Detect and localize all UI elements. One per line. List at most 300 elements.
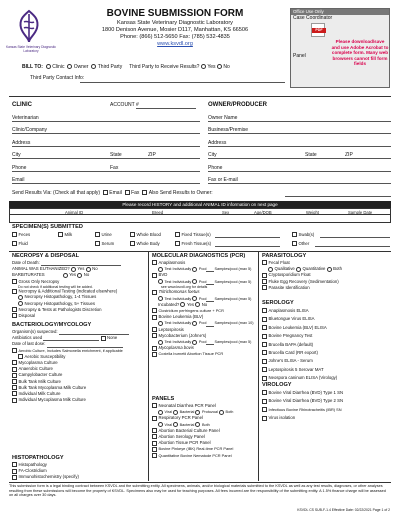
respiratory-both-label: Both: [201, 422, 210, 427]
fecal-float-label: Fecal Float: [268, 260, 290, 265]
anaplasmosis-individual-radio[interactable]: [158, 267, 163, 272]
johnes-elisa-row: [262, 357, 390, 365]
bvd2-row: [262, 397, 390, 405]
sero-anaplasmosis-row: [262, 307, 390, 315]
lab-name: Kansas State Veterinary Diagnostic Laboratory: [117, 20, 233, 26]
molecular-title: MOLECULAR DIAGNOSTICS (PCR): [152, 253, 246, 259]
disposal-checkbox[interactable]: [12, 313, 17, 318]
brucella-bapa-checkbox[interactable]: [262, 342, 267, 347]
qualitative-label: Qualitative: [274, 266, 295, 272]
barbiturates-no-label: No: [83, 272, 90, 278]
ibr-checkbox[interactable]: [262, 407, 267, 412]
download-note: Please download/save and use Adobe Acrobat to complete form. Many web browsers cannot fill form fields: [331, 39, 389, 67]
bulk-tank-label: Bulk Tank Milk Culture: [18, 378, 61, 384]
histo-5-plus-radio[interactable]: [18, 301, 23, 306]
antibiotics-none-label: None: [107, 335, 118, 341]
bvd-details-link[interactable]: see www.ksvdl.org for details: [161, 284, 208, 289]
bluetongue-checkbox[interactable]: [262, 317, 267, 322]
brucella-card-row: [262, 349, 390, 357]
clinic-email-field[interactable]: [12, 183, 200, 184]
date-of-death-label: Date of Death:: [12, 260, 40, 265]
milk-label: Milk: [64, 232, 73, 237]
bvd1-checkbox[interactable]: [262, 390, 267, 395]
individual-myco-milk-row: [12, 397, 146, 403]
aerobic-susceptibility-label: Aerobic Susceptibility: [24, 353, 66, 359]
ihc-row: [12, 474, 146, 480]
anaplasmosis-pool-max: Samples/pool (max 5): [214, 267, 252, 272]
bvd1-label: Bovine Viral Diarrhea (BVD) Type 1 SN: [268, 390, 344, 395]
lab-url[interactable]: www.ksvdl.org: [157, 41, 193, 47]
euthanized-no-radio[interactable]: [86, 267, 91, 272]
third-party-no-radio[interactable]: [217, 64, 222, 69]
clinic-address-label: Address: [12, 140, 31, 146]
divider: [9, 96, 391, 97]
bill-owner-label: Owner: [73, 63, 89, 70]
owner-city-label: City: [208, 152, 217, 158]
clinic-email-label: Email: [12, 177, 25, 183]
vet-field[interactable]: [12, 121, 200, 122]
aerobic-culture-checkbox[interactable]: [12, 348, 17, 353]
trich-pool-radio[interactable]: [192, 296, 197, 301]
ibr-label: Infectious Bovine Rhinotracheitis (IBR) SN: [268, 406, 342, 412]
urine-label: Urine: [101, 232, 112, 237]
neonatal-bacterial-label: Bacterial: [179, 410, 195, 415]
neospora-label: Neospora caninum ELISA (Virology): [268, 375, 338, 381]
whole-blood-label: Whole Blood: [136, 232, 161, 237]
pregnancy-checkbox[interactable]: [262, 334, 267, 339]
whole-body-label: Whole Body: [136, 241, 160, 246]
neonatal-bacterial-radio[interactable]: [173, 410, 178, 415]
virus-isolation-label: Virus isolation: [268, 415, 296, 421]
neonatal-both-label: Both: [225, 410, 234, 415]
swab-label: Swab(s): [298, 232, 315, 237]
urine-checkbox[interactable]: [95, 232, 100, 237]
parasitology-title: PARASITOLOGY: [262, 253, 307, 259]
incubated-no-radio[interactable]: [195, 302, 200, 307]
neonatal-protozoal-label: Protozoal: [201, 410, 218, 415]
account-label: ACCOUNT #: [110, 102, 139, 108]
blv-pool-max: Samples/pool (max 10): [214, 321, 254, 326]
clinic-company-label: Clinic/Company: [12, 127, 48, 133]
histo-1-4-label: Necropsy Histopathology, 1-4 Tissues: [24, 294, 97, 300]
fixed-tissue-item: [175, 232, 211, 238]
clinic-phone-field[interactable]: [12, 171, 200, 172]
clostridium-label: Clostridium perfringens culture + PCR: [158, 308, 224, 314]
lab-address: 1800 Denison Avenue, Mosier D117, Manhattan, KS 66506: [101, 27, 249, 33]
bvd-options: [152, 279, 256, 285]
ihc-label: Immunohistochemistry (specify): [18, 474, 79, 480]
euthanized-yes-radio[interactable]: [71, 267, 76, 272]
fresh-tissue-checkbox[interactable]: [175, 241, 180, 246]
bvd-individual-label: Test Individually: [164, 279, 192, 284]
third-party-yes-label: Yes: [207, 63, 216, 70]
parasite-id-row: [262, 285, 390, 291]
histopathology-title: HISTOPATHOLOGY: [12, 455, 64, 461]
respiratory-bacterial-radio[interactable]: [173, 422, 178, 427]
virology-section: [262, 382, 390, 423]
euthanized-label: ANIMAL WAS EUTHANIZED?: [12, 266, 70, 272]
bvd-individual-radio[interactable]: [158, 279, 163, 284]
abortion-sero-checkbox[interactable]: [152, 434, 157, 439]
case-coordinator-label: Case Coordinator: [293, 15, 333, 21]
johnes-elisa-label: Johne's ELISA - Serum: [268, 358, 313, 364]
antibiotics-label: Antibiotics used: [12, 335, 43, 341]
abortion-pcr-checkbox[interactable]: [152, 441, 157, 446]
animal-info-bar: Please record HISTORY and additional ANIMAL ID information on next page: [9, 201, 391, 208]
other-label: Other: [298, 241, 310, 246]
respiratory-viral-label: Viral: [164, 422, 173, 427]
abortion-bact-label: Abortion Bacterial Culture Panel: [158, 427, 220, 433]
respiratory-both-radio[interactable]: [195, 422, 200, 427]
office-use-label: Office Use Only: [291, 9, 389, 15]
pdf-icon: [311, 23, 325, 37]
trich-individual-label: Test Individually: [164, 296, 192, 301]
trich-individual-radio[interactable]: [158, 296, 163, 301]
owner-name-field[interactable]: [208, 121, 391, 122]
neospora-checkbox[interactable]: [262, 376, 267, 381]
bluetongue-row: [262, 315, 390, 323]
myco-bovis-checkbox[interactable]: [152, 346, 157, 351]
neonatal-both-radio[interactable]: [219, 410, 224, 415]
owner-phone-field[interactable]: [208, 171, 391, 172]
footer-form-id: KSVDL CS SUB-F-1.4 Effective Date: 02/22/2021 Page 1 of 2: [297, 508, 390, 512]
johnes-checkbox[interactable]: [152, 333, 157, 338]
business-label: Business/Premise: [208, 127, 249, 133]
logo-text: Kansas State Veterinary Diagnostic Laboratory: [6, 45, 56, 53]
individual-milk-checkbox[interactable]: [12, 391, 17, 396]
antibiotics-none-checkbox[interactable]: [101, 336, 106, 341]
owner-address-label: Address: [208, 140, 227, 146]
histo-5-plus-label: Necropsy Histopathology, 5+ Tissues: [24, 300, 95, 306]
owner-fax-email-field[interactable]: [208, 183, 391, 184]
blv-checkbox[interactable]: [152, 315, 157, 320]
myco-bovis-label: Mycoplasma bovis: [158, 345, 194, 351]
campylobacter-checkbox[interactable]: [12, 373, 17, 378]
disposal-row: [12, 313, 146, 319]
johnes-pool-max: Samples/pool (max 5): [214, 340, 252, 345]
specimens-row-1: [12, 232, 30, 238]
milk-item: [58, 232, 72, 238]
mycoplasma-culture-checkbox[interactable]: [12, 360, 17, 365]
bvd2-checkbox[interactable]: [262, 399, 267, 404]
sero-anaplasmosis-checkbox[interactable]: [262, 308, 267, 313]
vet-label: Veterinarian: [12, 115, 39, 121]
send-results-label: Send Results Via: (Check all that apply): [12, 189, 101, 196]
send-email-checkbox[interactable]: [103, 190, 108, 195]
bill-third-party-radio[interactable]: [91, 64, 96, 69]
blv-pool-radio[interactable]: [192, 321, 197, 326]
histopathology-section: [12, 455, 146, 481]
clinic-city-field[interactable]: [12, 158, 200, 159]
bvd2-label: Bovine Viral Diarrhea (BVD) Type 2 SN: [268, 398, 344, 404]
third-party-yes-radio[interactable]: [201, 64, 206, 69]
col-weight: Weight: [306, 209, 319, 215]
col-animal-id: Animal ID: [65, 209, 84, 215]
col-age-dob: Age/DOB: [254, 209, 272, 215]
whole-body-item: [130, 241, 160, 247]
fecal-both-label: Both: [333, 266, 342, 272]
fixed-tissue-label: Fixed Tissue(s): [181, 232, 211, 237]
abortion-bact-checkbox[interactable]: [152, 428, 157, 433]
mycoplasma-culture-label: Mycoplasma Culture: [18, 360, 58, 366]
necropsy-section: [12, 253, 146, 319]
logo-icon: [10, 8, 48, 46]
swab-checkbox[interactable]: [292, 232, 297, 237]
swab-field[interactable]: [320, 237, 390, 238]
anaplasmosis-pool-radio[interactable]: [192, 267, 197, 272]
clinic-address-field[interactable]: [12, 146, 200, 147]
histopathology-label: Histopathology: [18, 462, 47, 467]
fluid-item: [12, 241, 28, 247]
coxiella-row: [152, 351, 256, 357]
fa-clostridium-label: FA-Clostridium: [18, 468, 47, 474]
clinic-city-label: City: [12, 152, 21, 158]
panels-section: [152, 396, 256, 459]
column-divider-1: [148, 251, 149, 481]
pdf-badge: PDF: [312, 28, 326, 33]
footer-divider: [9, 482, 391, 483]
respiratory-viral-radio[interactable]: [158, 422, 163, 427]
feces-checkbox[interactable]: [12, 232, 17, 237]
trich-pool-label: Pool: [198, 296, 207, 301]
campylobacter-label: Campylobacter Culture: [18, 372, 63, 378]
organism-label: Organism(s) suspected:: [12, 329, 58, 334]
anaplasmosis-pool-label: Pool: [198, 267, 207, 272]
other-field[interactable]: [315, 246, 390, 247]
respiratory-bacterial-label: Bacterial: [179, 422, 195, 427]
bvd-pool-label: Pool: [198, 279, 207, 284]
owner-name-label: Owner Name: [208, 115, 238, 121]
nematode-checkbox[interactable]: [152, 453, 157, 458]
blv-pool-label: Pool: [198, 321, 207, 326]
fluid-label: Fluid: [18, 241, 28, 246]
trich-checkbox[interactable]: [152, 290, 157, 295]
bacteriology-title: BACTERIOLOGY/MYCOLOGY: [12, 322, 92, 328]
send-owner-field[interactable]: [285, 196, 391, 197]
virology-title: VIROLOGY: [262, 382, 292, 388]
third-party-contact-field[interactable]: [80, 82, 285, 83]
fluke-checkbox[interactable]: [262, 279, 267, 284]
fluke-label: Fluke Egg Recovery (Sedimentation): [268, 278, 339, 284]
page-title: BOVINE SUBMISSION FORM: [106, 8, 244, 19]
bill-third-party-label: Third Party: [97, 63, 123, 70]
lepto-mat-row: [262, 366, 390, 374]
clinic-fax-label: Fax: [110, 165, 119, 171]
send-fax-checkbox[interactable]: [125, 190, 130, 195]
bluetongue-label: Bluetongue Virus ELISA: [268, 316, 315, 322]
business-field[interactable]: [208, 133, 391, 134]
whole-body-checkbox[interactable]: [130, 241, 135, 246]
clinic-phone-label: Phone: [12, 165, 27, 171]
crypto-label: Cryptosporidium Float: [268, 272, 311, 278]
bulk-tank-myco-checkbox[interactable]: [12, 385, 17, 390]
nematode-label: Quantitative Bovine Nematode PCR Panel: [158, 452, 232, 458]
brucella-card-checkbox[interactable]: [262, 350, 267, 355]
barbiturates-no-radio[interactable]: [77, 273, 82, 278]
pregnancy-row: [262, 332, 390, 340]
bvd-label: BVD: [158, 272, 168, 278]
anaplasmosis-label: Anaplasmosis: [158, 260, 186, 265]
anaplasmosis-checkbox[interactable]: [152, 260, 157, 265]
send-fax-label: Fax: [131, 189, 140, 196]
parasite-id-label: Parasite Identification: [268, 284, 310, 290]
clinic-zip-label: ZIP: [148, 152, 156, 158]
blv-individual-label: Test Individually: [164, 321, 192, 326]
divider: [9, 251, 391, 252]
serum-checkbox[interactable]: [95, 241, 100, 246]
milk-checkbox[interactable]: [58, 232, 63, 237]
swab-item: [292, 232, 314, 238]
crypto-checkbox[interactable]: [262, 273, 267, 278]
gross-only-label: Gross Only Necropsy: [18, 278, 60, 284]
necropsy-additional-label: Necropsy & Additional Testing (indicated elsewhere): [18, 288, 118, 294]
fresh-tissue-field[interactable]: [215, 246, 280, 247]
histo-1-4-radio[interactable]: [18, 295, 23, 300]
blv-individual-radio[interactable]: [158, 321, 163, 326]
gross-only-note: Do not check if additional testing will be added.: [18, 284, 93, 289]
ihc-checkbox[interactable]: [12, 475, 17, 480]
histopathology-checkbox[interactable]: [12, 462, 17, 467]
office-use-box: [290, 8, 390, 88]
fixed-tissue-field[interactable]: [215, 237, 280, 238]
anaplasmosis-options: [152, 266, 256, 272]
necropsy-additional-checkbox[interactable]: [12, 289, 17, 294]
owner-state-label: State: [305, 152, 317, 158]
aerobic-susceptibility-checkbox[interactable]: [18, 354, 23, 359]
col-sex: Sex: [222, 209, 230, 215]
serum-item: [95, 241, 114, 247]
fecal-both-radio[interactable]: [327, 267, 332, 272]
aerobic-culture-label: Aerobic Culture, Includes Salmonella enrichment, if applicable: [18, 348, 123, 353]
owner-city-field[interactable]: [208, 158, 391, 159]
owner-title: OWNER/PRODUCER: [208, 102, 268, 108]
clinic-company-field[interactable]: [12, 133, 200, 134]
bill-owner-radio[interactable]: [67, 64, 72, 69]
animal-id-input-row[interactable]: [9, 215, 391, 223]
incubated-yes-label: Yes: [186, 301, 194, 307]
whole-blood-checkbox[interactable]: [130, 232, 135, 237]
fa-clostridium-checkbox[interactable]: [12, 469, 17, 474]
fresh-tissue-item: [175, 241, 211, 247]
anaerobic-culture-checkbox[interactable]: [12, 367, 17, 372]
third-party-no-label: No: [223, 63, 230, 70]
bvd-pool-max: Samples/pool (max 5): [214, 279, 252, 284]
quantitative-radio[interactable]: [296, 267, 301, 272]
bvd-checkbox[interactable]: [152, 273, 157, 278]
incubated-yes-radio[interactable]: [180, 302, 185, 307]
bulk-tank-myco-label: Bulk Tank Mycoplasma Milk Culture: [18, 384, 87, 390]
panels-title: PANELS: [152, 396, 175, 402]
johnes-pool-label: Pool: [198, 340, 207, 345]
last-dose-label: Date of last dose:: [12, 341, 46, 347]
nematode-row: [152, 453, 256, 459]
neonatal-viral-radio[interactable]: [158, 410, 163, 415]
barbiturates-yes-radio[interactable]: [63, 273, 68, 278]
serology-title: SEROLOGY: [262, 300, 294, 306]
pathologist-discretion-label: Necropsy & Tests at Pathologists Discretion: [18, 306, 102, 312]
parasite-id-checkbox[interactable]: [262, 285, 267, 290]
send-owner-label: Also Send Results to Owner:: [148, 189, 213, 196]
barbiturates-label: BARBITURATES: [12, 272, 45, 278]
brucella-bapa-label: Brucella BAPA (default): [268, 341, 314, 347]
gross-only-checkbox[interactable]: [12, 279, 17, 284]
serology-section: [262, 300, 390, 383]
sero-blv-checkbox[interactable]: [262, 325, 267, 330]
lepto-label: Leptospirosis: [158, 326, 184, 332]
brucella-bapa-row: [262, 341, 390, 349]
pinkeye-checkbox[interactable]: [152, 447, 157, 452]
logo: [10, 8, 48, 46]
anaplasmosis-individual-label: Test Individually: [164, 267, 192, 272]
owner-fax-email-label: Fax or E-mail: [208, 177, 238, 183]
bvd-pool-radio[interactable]: [192, 279, 197, 284]
third-party-question: Third Party to Receive Results?: [129, 63, 200, 70]
pinkeye-label: Bovine Pinkeye (IBK) Real-time PCR Panel: [158, 446, 234, 452]
abortion-pcr-label: Abortion Tissue PCR Panel: [158, 440, 211, 446]
molecular-section: [152, 253, 256, 358]
lepto-mat-checkbox[interactable]: [262, 367, 267, 372]
necropsy-title: NECROPSY & DISPOSAL: [12, 253, 80, 259]
animal-id-header-row: [9, 208, 391, 215]
account-field[interactable]: [136, 108, 196, 109]
individual-myco-milk-checkbox[interactable]: [12, 398, 17, 403]
johnes-label: Mycobacterium (Johne's): [158, 332, 207, 338]
third-party-contact-label: Third Party Contact Info:: [30, 75, 85, 81]
trich-pool-max: Samples/pool (max 5): [214, 296, 252, 301]
send-owner-checkbox[interactable]: [142, 190, 147, 195]
pathologist-discretion-checkbox[interactable]: [12, 307, 17, 312]
other-checkbox[interactable]: [292, 241, 297, 246]
clostridium-checkbox[interactable]: [152, 308, 157, 313]
bvd1-row: [262, 389, 390, 397]
respiratory-label: Respiratory PCR Panel: [158, 415, 203, 421]
johnes-elisa-checkbox[interactable]: [262, 359, 267, 364]
specimens-title: SPECIMEN(S) SUBMITTED: [12, 224, 83, 230]
column-divider-2: [258, 251, 259, 481]
neonatal-checkbox[interactable]: [152, 403, 157, 408]
virus-isolation-row: [262, 414, 390, 422]
lepto-mat-label: Leptospirosis 5 Serovar MAT: [268, 366, 324, 372]
whole-blood-item: [130, 232, 161, 238]
fecal-float-checkbox[interactable]: [262, 260, 267, 265]
fluid-checkbox[interactable]: [12, 241, 17, 246]
johnes-individual-label: Test Individually: [164, 340, 192, 345]
feces-label: Feces: [18, 232, 31, 237]
coxiella-checkbox[interactable]: [152, 352, 157, 357]
virus-isolation-checkbox[interactable]: [262, 416, 267, 421]
urine-item: [95, 232, 112, 238]
fixed-tissue-checkbox[interactable]: [175, 232, 180, 237]
qualitative-radio[interactable]: [268, 267, 273, 272]
disposal-label: Disposal: [18, 313, 35, 319]
abortion-sero-label: Abortion Serology Panel: [158, 434, 205, 440]
euthanized-no-label: No: [92, 266, 98, 272]
clinic-state-label: State: [110, 152, 122, 158]
johnes-individual-radio[interactable]: [158, 340, 163, 345]
respiratory-checkbox[interactable]: [152, 416, 157, 421]
bulk-tank-checkbox[interactable]: [12, 379, 17, 384]
bill-clinic-radio[interactable]: [46, 64, 51, 69]
bill-to-label: BILL TO:: [22, 63, 43, 70]
johnes-pool-radio[interactable]: [192, 340, 197, 345]
lepto-checkbox[interactable]: [152, 327, 157, 332]
trich-label: Tritrichomonas foetus: [158, 289, 200, 295]
bacteriology-section: [12, 322, 146, 403]
barbiturates-yes-label: Yes: [69, 272, 77, 278]
fresh-tissue-label: Fresh Tissue(s): [181, 241, 212, 246]
owner-address-field[interactable]: [208, 146, 391, 147]
neonatal-protozoal-radio[interactable]: [195, 410, 200, 415]
